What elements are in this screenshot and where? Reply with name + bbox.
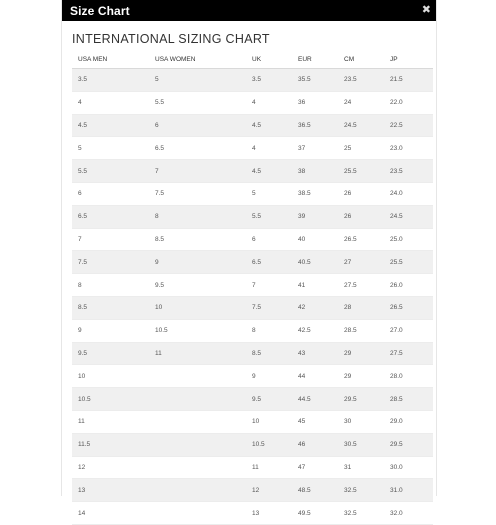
table-cell: 14 — [72, 502, 149, 525]
table-cell: 6.5 — [149, 137, 246, 160]
table-cell: 6 — [246, 228, 292, 251]
table-row — [72, 137, 433, 160]
table-cell: 13 — [246, 502, 292, 525]
table-cell: 9 — [72, 319, 149, 342]
table-cell: 10.5 — [246, 433, 292, 456]
table-cell — [149, 388, 246, 411]
column-header: USA WOMEN — [149, 50, 246, 69]
table-row — [72, 69, 433, 92]
table-cell: 9 — [246, 365, 292, 388]
table-cell: 24.5 — [384, 205, 433, 228]
table-cell: 28 — [338, 296, 384, 319]
table-cell: 8 — [149, 205, 246, 228]
table-cell: 7 — [246, 274, 292, 297]
table-row — [72, 228, 433, 251]
table-cell: 11 — [149, 342, 246, 365]
table-cell: 27.0 — [384, 319, 433, 342]
table-cell: 10.5 — [149, 319, 246, 342]
table-cell: 29 — [338, 365, 384, 388]
table-row — [72, 410, 433, 433]
table-cell: 5.5 — [72, 160, 149, 183]
table-cell: 9.5 — [246, 388, 292, 411]
table-cell: 27.5 — [338, 274, 384, 297]
table-cell: 12 — [72, 456, 149, 479]
table-cell: 25 — [338, 137, 384, 160]
modal-titlebar — [62, 0, 436, 21]
table-cell: 47 — [292, 456, 338, 479]
table-cell: 30.5 — [338, 433, 384, 456]
table-cell: 23.5 — [338, 69, 384, 92]
table-header-row — [72, 50, 433, 69]
table-cell: 7.5 — [72, 251, 149, 274]
table-cell: 3.5 — [246, 69, 292, 92]
table-cell: 28.5 — [384, 388, 433, 411]
close-icon[interactable]: ✖ — [421, 4, 431, 16]
table-cell: 28.0 — [384, 365, 433, 388]
column-header: CM — [338, 50, 384, 69]
table-cell: 10 — [72, 365, 149, 388]
column-header: JP — [384, 50, 433, 69]
table-cell: 26 — [338, 182, 384, 205]
table-cell: 5 — [149, 69, 246, 92]
table-cell: 22.5 — [384, 114, 433, 137]
table-cell: 30.0 — [384, 456, 433, 479]
table-cell: 7 — [72, 228, 149, 251]
size-chart-modal — [61, 0, 437, 517]
table-cell: 5 — [246, 182, 292, 205]
table-cell: 6 — [72, 182, 149, 205]
table-cell: 10.5 — [72, 388, 149, 411]
table-cell: 36 — [292, 91, 338, 114]
table-cell: 5 — [72, 137, 149, 160]
table-cell: 4.5 — [246, 160, 292, 183]
table-cell: 8.5 — [246, 342, 292, 365]
table-row — [72, 502, 433, 525]
table-cell: 4.5 — [246, 114, 292, 137]
column-header: USA MEN — [72, 50, 149, 69]
table-cell: 42.5 — [292, 319, 338, 342]
table-cell: 42 — [292, 296, 338, 319]
table-cell: 40 — [292, 228, 338, 251]
table-cell: 9.5 — [149, 274, 246, 297]
table-cell: 32.5 — [338, 502, 384, 525]
table-cell: 5.5 — [149, 91, 246, 114]
table-cell: 11 — [72, 410, 149, 433]
table-cell: 3.5 — [72, 69, 149, 92]
table-cell: 6 — [149, 114, 246, 137]
table-cell: 4 — [246, 137, 292, 160]
table-cell — [149, 365, 246, 388]
table-cell: 39 — [292, 205, 338, 228]
modal-title: Size Chart — [70, 3, 130, 18]
table-cell: 12 — [246, 479, 292, 502]
table-cell: 29 — [338, 342, 384, 365]
table-cell: 30 — [338, 410, 384, 433]
table-cell: 29.0 — [384, 410, 433, 433]
table-cell: 11 — [246, 456, 292, 479]
column-header: EUR — [292, 50, 338, 69]
table-cell: 40.5 — [292, 251, 338, 274]
table-cell: 44 — [292, 365, 338, 388]
table-row — [72, 388, 433, 411]
table-cell: 26.5 — [384, 296, 433, 319]
table-body — [72, 69, 433, 525]
table-cell: 4.5 — [72, 114, 149, 137]
table-cell: 21.5 — [384, 69, 433, 92]
table-row — [72, 365, 433, 388]
table-cell: 29.5 — [338, 388, 384, 411]
table-cell: 41 — [292, 274, 338, 297]
table-cell: 22.0 — [384, 91, 433, 114]
table-row — [72, 160, 433, 183]
table-cell: 9.5 — [72, 342, 149, 365]
table-cell: 27.5 — [384, 342, 433, 365]
table-cell: 37 — [292, 137, 338, 160]
table-row — [72, 182, 433, 205]
table-cell: 38 — [292, 160, 338, 183]
table-cell: 46 — [292, 433, 338, 456]
sizing-table-container — [72, 50, 433, 525]
column-header: UK — [246, 50, 292, 69]
table-cell: 25.5 — [384, 251, 433, 274]
table-row — [72, 456, 433, 479]
table-cell: 7.5 — [149, 182, 246, 205]
table-row — [72, 479, 433, 502]
table-cell: 4 — [246, 91, 292, 114]
table-cell: 5.5 — [246, 205, 292, 228]
table-cell: 9 — [149, 251, 246, 274]
sizing-table — [72, 50, 433, 525]
table-cell: 27 — [338, 251, 384, 274]
table-cell: 24 — [338, 91, 384, 114]
table-cell: 8.5 — [72, 296, 149, 319]
table-cell: 44.5 — [292, 388, 338, 411]
table-cell: 6.5 — [72, 205, 149, 228]
table-cell: 4 — [72, 91, 149, 114]
table-row — [72, 205, 433, 228]
table-cell: 26.0 — [384, 274, 433, 297]
table-row — [72, 296, 433, 319]
table-cell: 23.0 — [384, 137, 433, 160]
table-cell: 35.5 — [292, 69, 338, 92]
table-cell: 43 — [292, 342, 338, 365]
table-row — [72, 91, 433, 114]
table-cell: 8 — [72, 274, 149, 297]
table-cell: 10 — [246, 410, 292, 433]
table-cell: 48.5 — [292, 479, 338, 502]
table-cell: 31 — [338, 456, 384, 479]
table-cell: 8.5 — [149, 228, 246, 251]
table-cell: 24.5 — [338, 114, 384, 137]
table-cell: 26 — [338, 205, 384, 228]
table-cell — [149, 479, 246, 502]
table-cell: 25.5 — [338, 160, 384, 183]
table-row — [72, 342, 433, 365]
table-cell: 31.0 — [384, 479, 433, 502]
table-cell: 29.5 — [384, 433, 433, 456]
table-cell: 11.5 — [72, 433, 149, 456]
table-cell: 45 — [292, 410, 338, 433]
table-row — [72, 251, 433, 274]
table-cell: 7.5 — [246, 296, 292, 319]
table-row — [72, 319, 433, 342]
table-cell: 26.5 — [338, 228, 384, 251]
table-cell: 10 — [149, 296, 246, 319]
table-cell: 13 — [72, 479, 149, 502]
table-cell — [149, 433, 246, 456]
chart-heading: INTERNATIONAL SIZING CHART — [72, 32, 270, 46]
table-cell: 24.0 — [384, 182, 433, 205]
table-row — [72, 114, 433, 137]
table-cell: 49.5 — [292, 502, 338, 525]
table-cell: 32.0 — [384, 502, 433, 525]
table-cell — [149, 456, 246, 479]
table-cell: 28.5 — [338, 319, 384, 342]
table-row — [72, 433, 433, 456]
table-cell: 25.0 — [384, 228, 433, 251]
table-cell — [149, 502, 246, 525]
table-cell — [149, 410, 246, 433]
table-cell: 32.5 — [338, 479, 384, 502]
table-cell: 23.5 — [384, 160, 433, 183]
table-cell: 8 — [246, 319, 292, 342]
table-cell: 7 — [149, 160, 246, 183]
table-row — [72, 274, 433, 297]
table-cell: 6.5 — [246, 251, 292, 274]
table-cell: 36.5 — [292, 114, 338, 137]
table-cell: 38.5 — [292, 182, 338, 205]
